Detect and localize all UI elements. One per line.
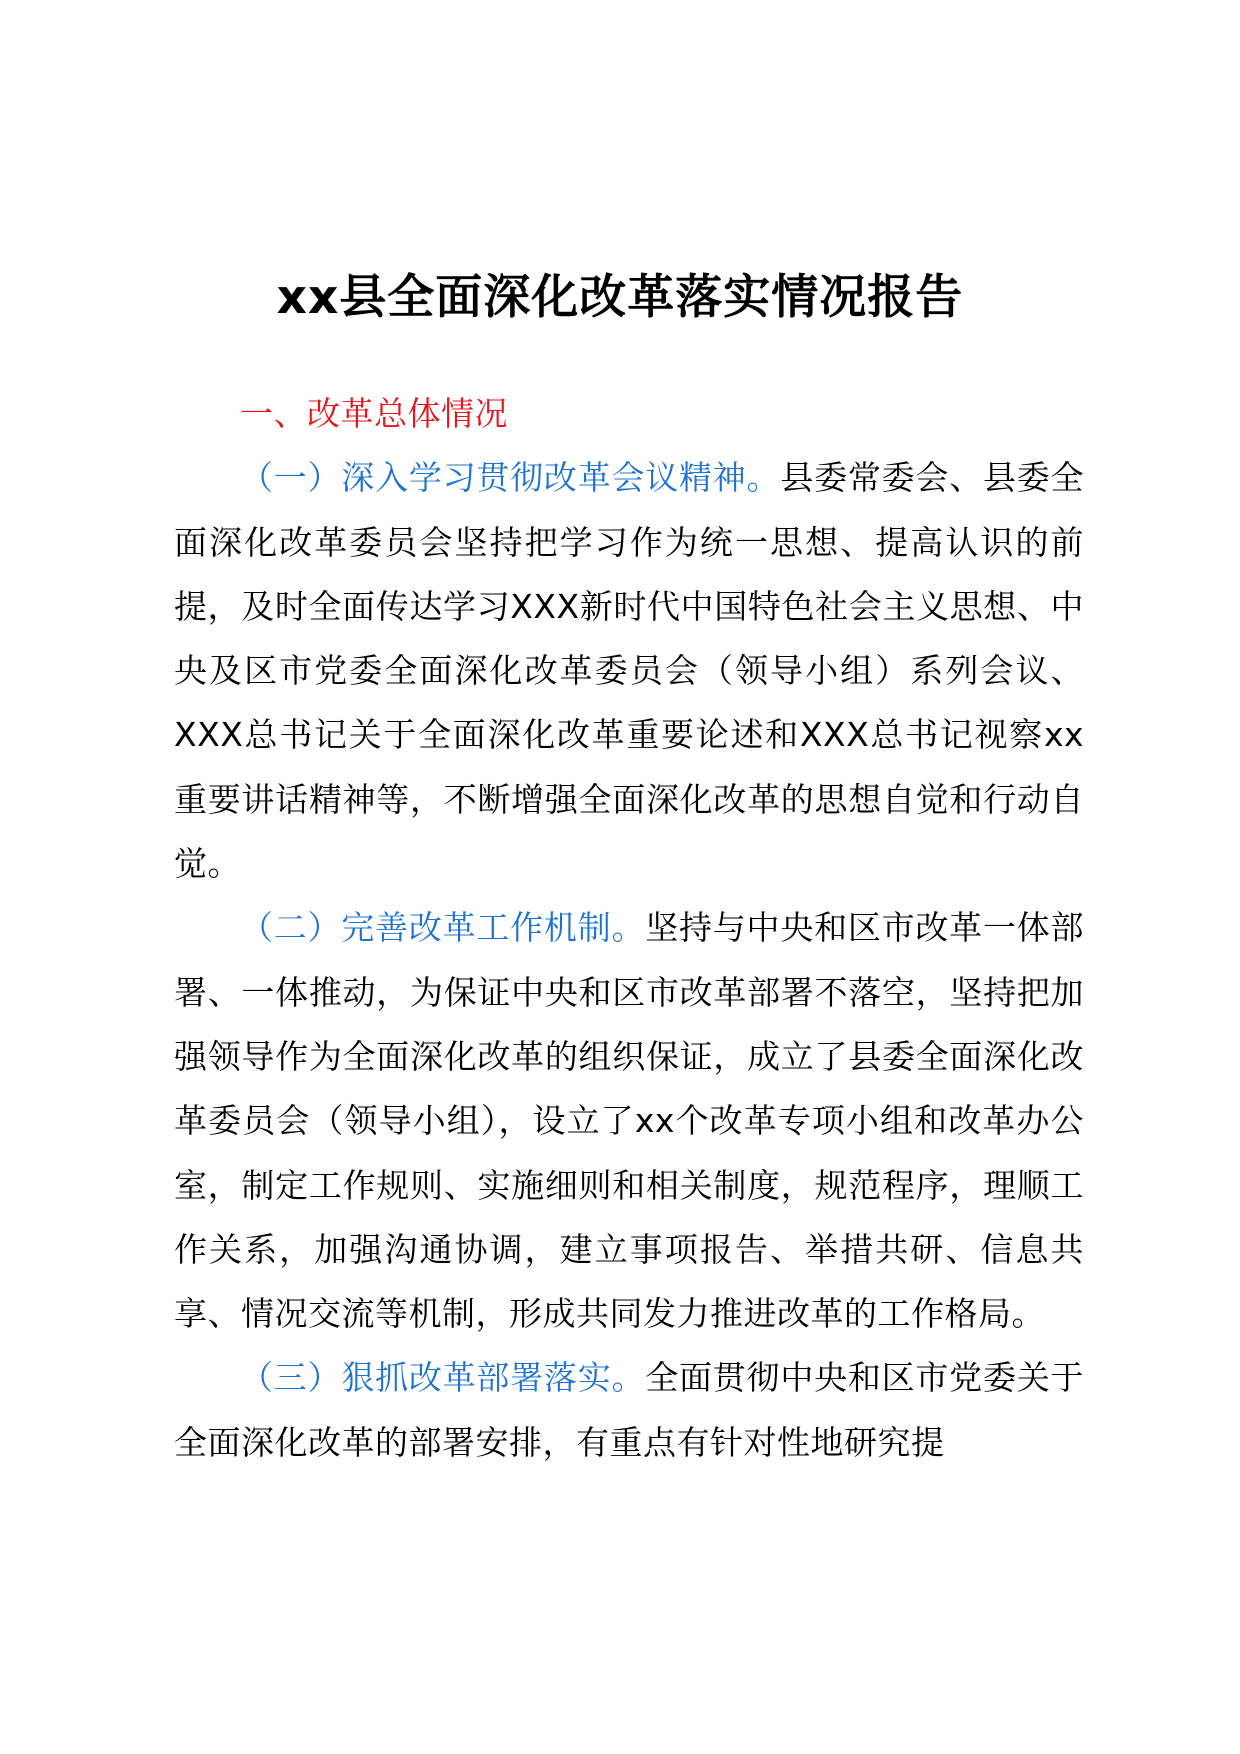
paragraph-3-heading: （三）狠抓改革部署落实。: [240, 1358, 646, 1398]
document-body: [174, 382, 1084, 1475]
paragraph-3: [174, 1346, 1084, 1475]
paragraph-2: [174, 896, 1084, 1346]
paragraph-2-text: 坚持与中央和区市改革一体部署、一体推动，为保证中央和区市改革部署不落空，坚持把加强领导作为全面深化改革的组织保证，成立了县委全面深化改革委员会（领导小组），设立了xx个改革专项小组和改革办公室，制定工作规则、实施细则和相关制度，规范程序，理顺工作关系，加强沟通协调，建立事项报告、举措共研、信息共享、情况交流等机制，形成共同发力推进改革的工作格局。: [174, 908, 1085, 1334]
paragraph-1: [174, 446, 1084, 896]
document-title: xx县全面深化改革落实情况报告: [276, 270, 964, 325]
section-heading-paragraph: [174, 382, 1084, 446]
paragraph-3-text: 全面贯彻中央和区市党委关于全面深化改革的部署安排，有重点有针对性地研究提: [174, 1358, 1085, 1462]
paragraph-1-heading: （一）深入学习贯彻改革会议精神。: [240, 458, 781, 498]
paragraph-2-heading: （二）完善改革工作机制。: [240, 908, 646, 948]
section-heading: 一、改革总体情况: [240, 394, 508, 433]
paragraph-1-text: 县委常委会、县委全面深化改革委员会坚持把学习作为统一思想、提高认识的前提，及时全面传达学习XXX新时代中国特色社会主义思想、中央及区市党委全面深化改革委员会（领导小组）系列会议、XXX总书记关于全面深化改革重要论述和XXX总书记视察xx重要讲话精神等，不断增强全面深化改革的思想自觉和行动自觉。: [174, 458, 1085, 884]
